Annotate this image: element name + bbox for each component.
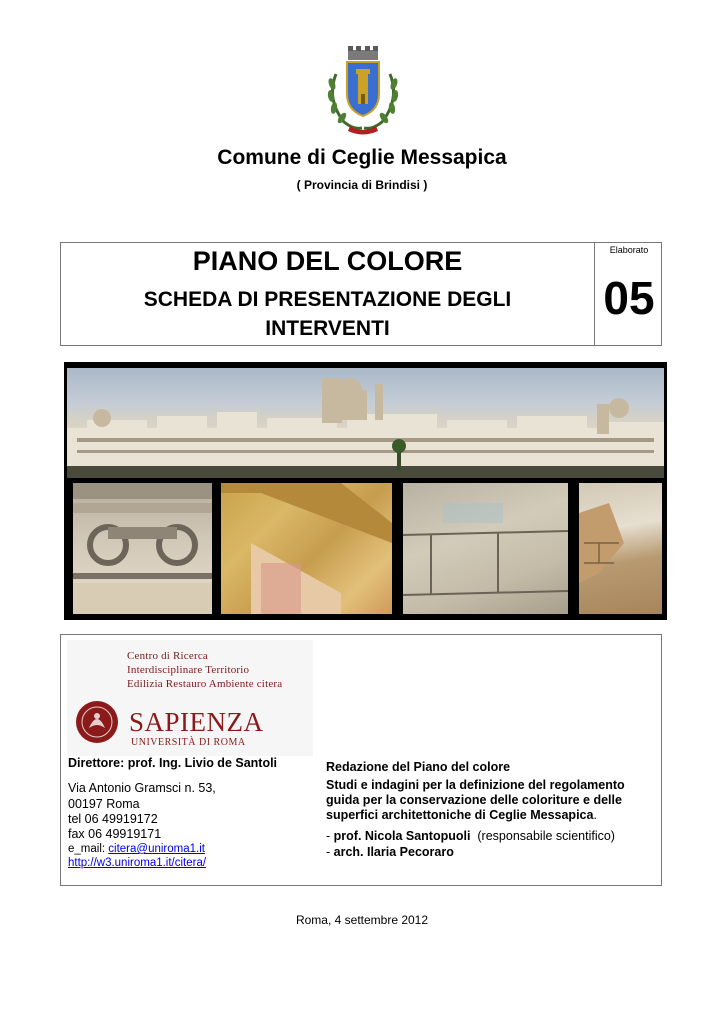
logos-area — [67, 640, 313, 756]
redazione-line-3-text: superfici architettoniche di Ceglie Messapica — [326, 808, 594, 822]
comune-title: Comune di Ceglie Messapica — [217, 146, 507, 169]
sapienza-subtitle: UNIVERSITÀ DI ROMA — [131, 737, 246, 748]
centro-line-1: Centro di Ricerca — [127, 650, 208, 662]
person-1-role: (responsabile scientifico) — [470, 829, 615, 843]
ionic-capital-photo — [73, 483, 212, 614]
address-line-2: 00197 Roma — [68, 797, 140, 811]
website-link[interactable]: http://w3.uniroma1.it/citera/ — [68, 857, 207, 869]
title-box — [60, 242, 662, 346]
elaborato-label: Elaborato — [609, 245, 649, 255]
telephone: tel 06 49919172 — [68, 812, 158, 826]
peeling-plaster-photo — [579, 483, 662, 614]
yellow-facade-photo — [221, 483, 392, 614]
redazione-line-3-end: . — [593, 808, 597, 822]
sapienza-seal-icon — [75, 700, 119, 744]
stone-wall-photo — [403, 483, 568, 614]
subtitle-line-2: INTERVENTI — [265, 317, 390, 340]
redazione-line-2: guida per la conservazione delle coloriture e delle — [326, 793, 622, 807]
coat-of-arms-image — [322, 44, 404, 136]
provincia-subtitle: ( Provincia di Brindisi ) — [296, 178, 428, 192]
person-2 — [326, 845, 454, 859]
document-subtitle — [61, 285, 594, 343]
person-1 — [326, 829, 615, 843]
email-label: e_mail: — [68, 843, 109, 855]
centro-line-3: Edilizia Restauro Ambiente citera — [127, 678, 283, 690]
director: Direttore: prof. Ing. Livio de Santoli — [68, 756, 278, 770]
email-link[interactable]: citera@uniroma1.it — [108, 843, 205, 855]
elaborato-number: 05 — [603, 272, 655, 324]
person-1-name: prof. Nicola Santopuoli — [333, 829, 471, 843]
document-date: Roma, 4 settembre 2012 — [295, 913, 429, 927]
redazione-line-3 — [326, 808, 597, 822]
email-row — [68, 843, 205, 855]
centro-line-2: Interdisciplinare Territorio — [127, 664, 250, 676]
address-line-1: Via Antonio Gramsci n. 53, — [68, 781, 216, 795]
website-row — [68, 857, 206, 869]
document-title: PIANO DEL COLORE — [192, 246, 463, 276]
subtitle-line-1: SCHEDA DI PRESENTAZIONE DEGLI — [143, 288, 512, 311]
photo-collage — [64, 362, 667, 620]
redazione-line-1: Studi e indagini per la definizione del regolamento — [326, 778, 625, 792]
info-box — [60, 634, 662, 886]
sapienza-wordmark: SAPIENZA — [129, 707, 264, 737]
town-panorama-photo — [67, 368, 664, 478]
redazione-heading: Redazione del Piano del colore — [326, 760, 511, 774]
person-2-name: arch. Ilaria Pecoraro — [333, 845, 454, 859]
person-2-prefix: - — [326, 845, 334, 859]
person-1-prefix: - — [326, 829, 334, 843]
fax: fax 06 49919171 — [68, 827, 162, 841]
